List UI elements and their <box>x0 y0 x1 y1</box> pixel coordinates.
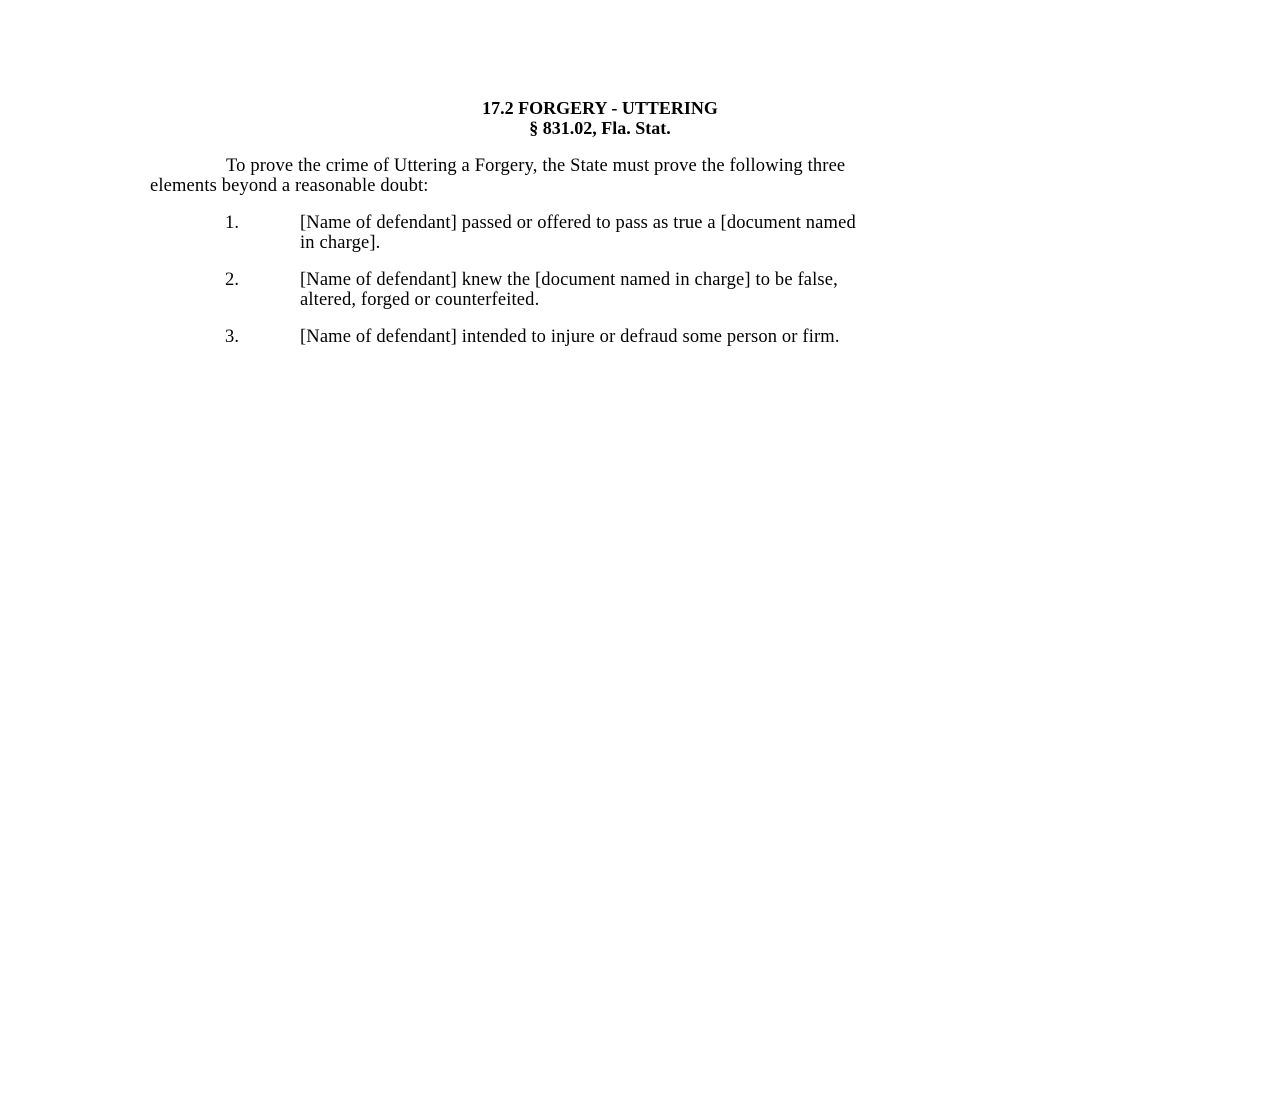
heading-block <box>150 99 1050 138</box>
element-line: altered, forged or counterfeited. <box>300 289 540 310</box>
list-item <box>225 214 1055 253</box>
intro-line: elements beyond a reasonable doubt: <box>150 175 429 196</box>
element-number: 2. <box>225 270 240 290</box>
list-item <box>225 328 1055 348</box>
statute-citation: § 831.02, Fla. Stat. <box>529 117 671 138</box>
intro-line: To prove the crime of Uttering a Forgery, the State must prove the following three <box>226 156 846 176</box>
intro-paragraph <box>150 157 1060 196</box>
element-line: [Name of defendant] knew the [document named in charge] to be false, <box>300 270 838 290</box>
element-text <box>300 271 1055 310</box>
element-number: 3. <box>225 327 240 347</box>
element-number: 1. <box>225 213 240 233</box>
elements-list <box>225 214 1055 366</box>
element-text <box>300 214 1055 253</box>
list-item <box>225 271 1055 310</box>
page-title: 17.2 FORGERY - UTTERING <box>482 98 718 118</box>
element-line: in charge]. <box>300 232 381 253</box>
element-text <box>300 328 1055 348</box>
element-line: [Name of defendant] passed or offered to pass as true a [document named <box>300 213 856 233</box>
element-line: [Name of defendant] intended to injure or defraud some person or firm. <box>300 327 840 347</box>
